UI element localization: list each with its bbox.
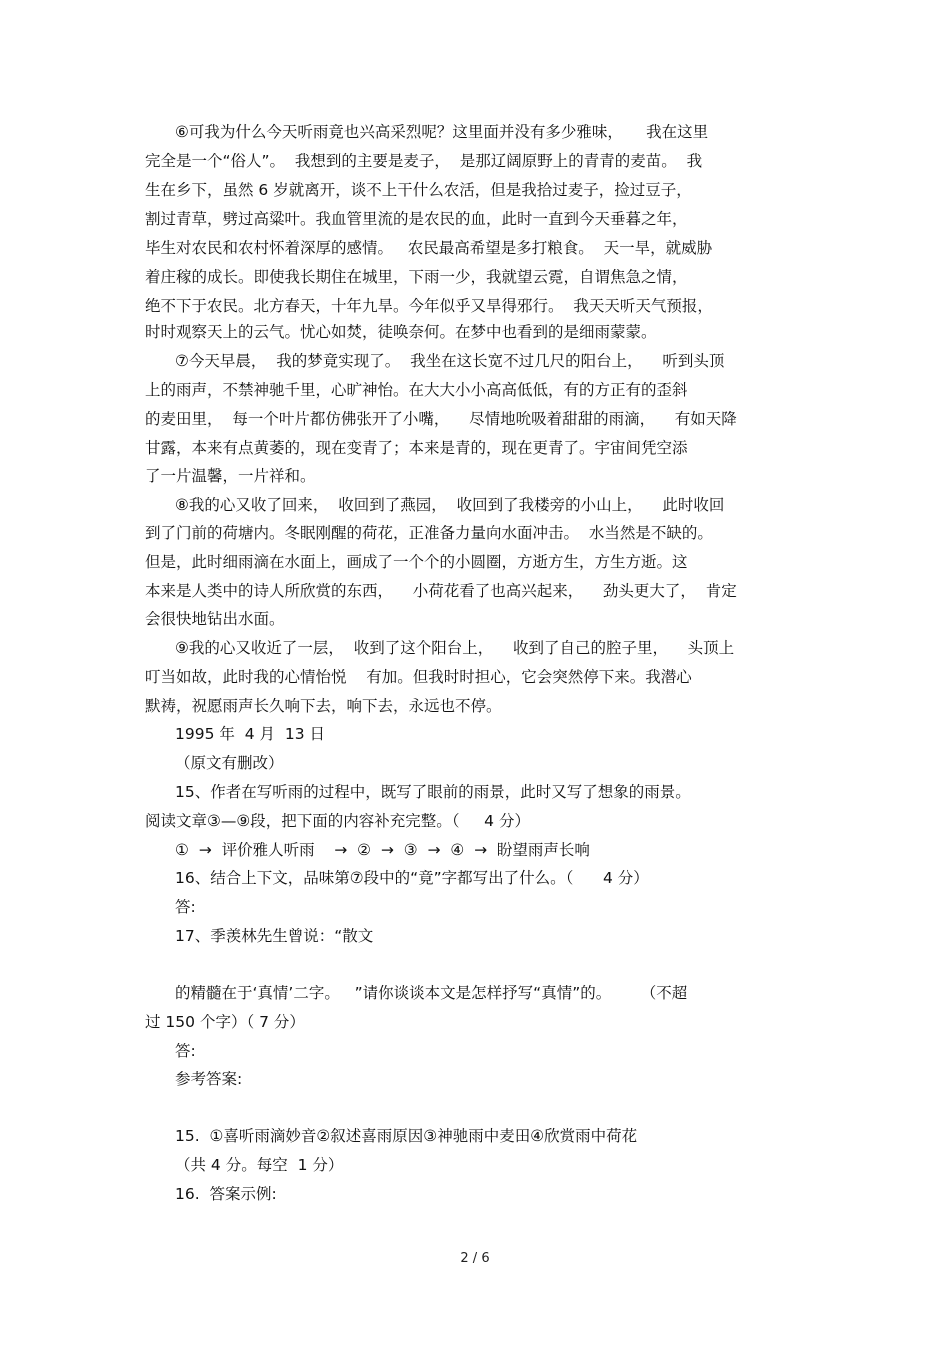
question-17-line-2: 的精髓在于‘真情’二字。 ”请你谈谈本文是怎样抒写“真情”的。 （不超 — [175, 984, 688, 1002]
p8-line-5: 会很快地钻出水面。 — [145, 610, 285, 628]
question-15-flow: ① → 评价雅人听雨 → ② → ③ → ④ → 盼望雨声长响 — [175, 841, 590, 859]
answer-16: 16. 答案示例: — [175, 1185, 277, 1203]
article-note: （原文有删改） — [175, 754, 284, 772]
article-date: 1995 年 4 月 13 日 — [175, 725, 326, 743]
p9-line-2: 叮当如故，此时我的心情怡悦 有加。但我时时担心，它会突然停下来。我潜心 — [145, 668, 692, 686]
question-17-line-3: 过 150 个字）（ 7 分） — [145, 1013, 305, 1031]
p6-line-2: 完全是一个“俗人”。 我想到的主要是麦子， 是那辽阔原野上的青青的麦苗。 我 — [145, 152, 703, 170]
answer-15-line-1: 15. ①喜听雨滴妙音②叙述喜雨原因③神驰雨中麦田④欣赏雨中荷花 — [175, 1127, 638, 1145]
p8-line-2: 到了门前的荷塘内。冬眠刚醒的荷花，正准备力量向水面冲击。 水当然是不缺的。 — [145, 524, 713, 542]
p9-line-1: ⑨我的心又收近了一层， 收到了这个阳台上， 收到了自己的腔子里， 头顶上 — [175, 639, 735, 657]
p6-line-5: 毕生对农民和农村怀着深厚的感情。 农民最高希望是多打粮食。 天一旱，就威胁 — [145, 239, 713, 257]
p6-line-3: 生在乡下，虽然 6 岁就离开，谈不上干什么农活，但是我拾过麦子，捡过豆子， — [145, 181, 692, 199]
p6-line-6: 着庄稼的成长。即使我长期住在城里，下雨一少，我就望云霓，自谓焦急之情， — [145, 268, 688, 286]
p7-line-4: 甘露，本来有点黄萎的，现在变青了；本来是青的，现在更青了。宇宙间凭空添 — [145, 439, 688, 457]
answers-heading: 参考答案: — [175, 1070, 243, 1088]
p7-line-2: 上的雨声，不禁神驰千里，心旷神怡。在大大小小高高低低，有的方正有的歪斜 — [145, 381, 688, 399]
p6-line-7: 绝不下于农民。北方春天，十年九旱。今年似乎又旱得邪行。 我天天听天气预报， — [145, 297, 713, 315]
page-number: 2 / 6 — [460, 1251, 490, 1266]
p6-line-1: ⑥可我为什么今天听雨竟也兴高采烈呢？这里面并没有多少雅味， 我在这里 — [175, 123, 709, 141]
p6-line-8: 时时观察天上的云气。忧心如焚，徒唤奈何。在梦中也看到的是细雨蒙蒙。 — [145, 323, 657, 341]
question-17-answer-label: 答: — [175, 1042, 196, 1060]
question-16-answer-label: 答: — [175, 898, 196, 916]
p9-line-3: 默祷，祝愿雨声长久响下去，响下去，永远也不停。 — [145, 697, 502, 715]
p8-line-4: 本来是人类中的诗人所欣赏的东西， 小荷花看了也高兴起来， 劲头更大了， 肯定 — [145, 582, 737, 600]
answer-15-line-2: （共 4 分。每空 1 分） — [175, 1156, 344, 1174]
p8-line-3: 但是，此时细雨滴在水面上，画成了一个个的小圆圈，方逝方生，方生方逝。这 — [145, 553, 688, 571]
p7-line-5: 了一片温馨，一片祥和。 — [145, 467, 316, 485]
question-16: 16、结合上下文，品味第⑦段中的“竟”字都写出了什么。（ 4 分） — [175, 869, 649, 887]
question-15-line-1: 15、作者在写听雨的过程中，既写了眼前的雨景，此时又写了想象的雨景。 — [175, 783, 691, 801]
question-15-line-2: 阅读文章③—⑨段，把下面的内容补充完整。（ 4 分） — [145, 812, 530, 830]
p7-line-1: ⑦今天早晨， 我的梦竟实现了。 我坐在这长宽不过几尺的阳台上， 听到头顶 — [175, 352, 725, 370]
p7-line-3: 的麦田里， 每一个叶片都仿佛张开了小嘴， 尽情地吮吸着甜甜的雨滴， 有如天降 — [145, 410, 737, 428]
question-17-line-1: 17、季羡林先生曾说：“散文 — [175, 927, 374, 945]
p8-line-1: ⑧我的心又收了回来， 收回到了燕园， 收回到了我楼旁的小山上， 此时收回 — [175, 496, 725, 514]
p6-line-4: 割过青草，劈过高粱叶。我血管里流的是农民的血，此时一直到今天垂暮之年， — [145, 210, 688, 228]
